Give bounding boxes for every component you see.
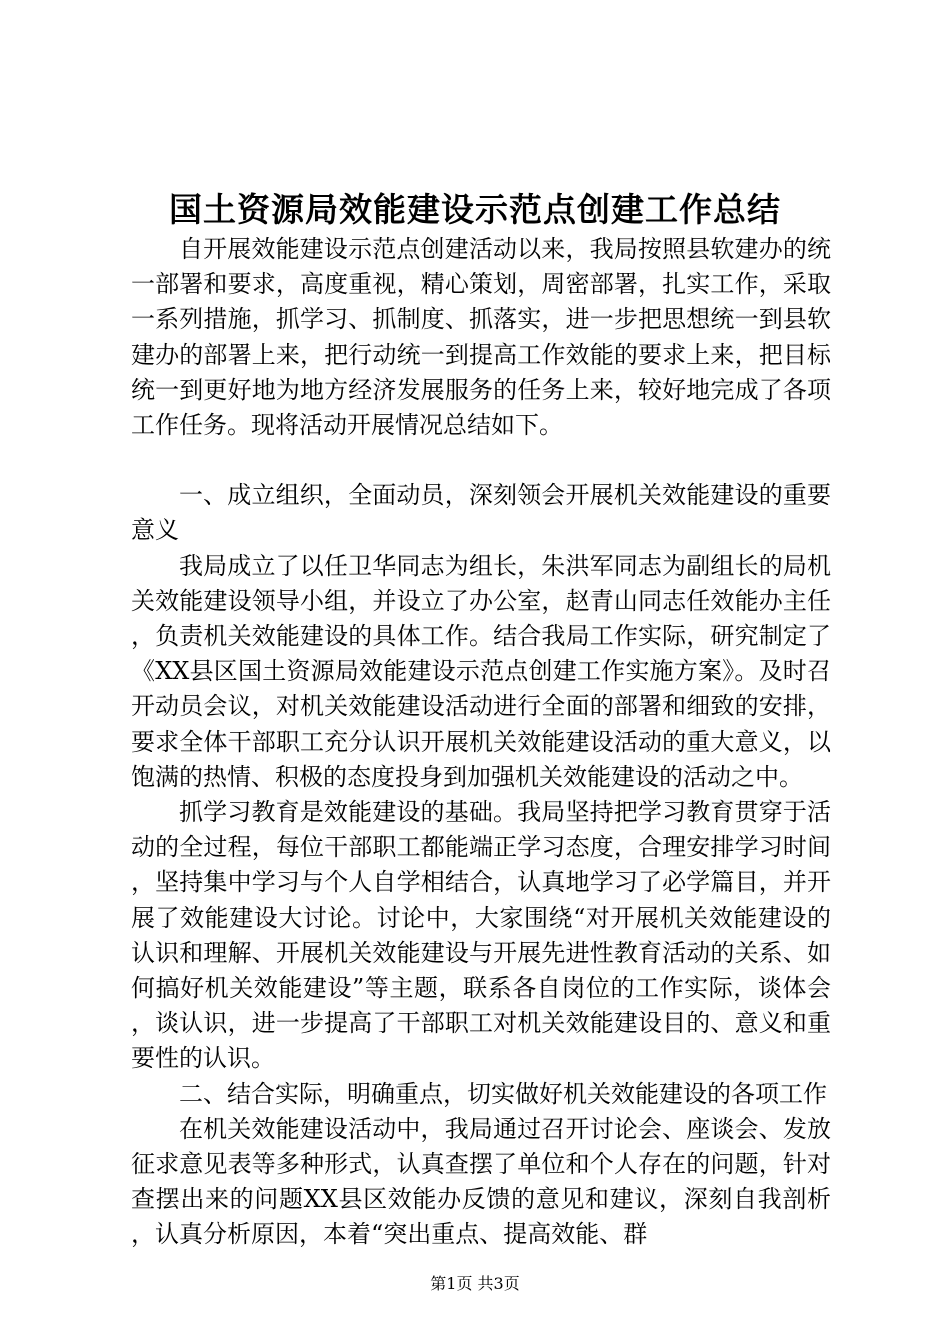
paragraph-organization: 我局成立了以任卫华同志为组长，朱洪军同志为副组长的局机关效能建设领导小组，并设立了办公室，赵青山同志任效能办主任，负责机关效能建设的具体工作。结合我局工作实际，研究制定了《XX县区国土资源局效能建设示范点创建工作实施方案》。及时召开动员会议，对机关效能建设活动进行全面的部署和细致的安排，要求全体干部职工充分认识开展机关效能建设活动的重大意义，以饱满的热情、积极的态度投身到加强机关效能建设的活动之中。: [131, 551, 831, 791]
section-heading-2: 二、结合实际，明确重点，切实做好机关效能建设的各项工作: [179, 1079, 827, 1108]
paragraph-intro: 自开展效能建设示范点创建活动以来，我局按照县软建办的统一部署和要求，高度重视，精心策划，周密部署，扎实工作，采取一系列措施，抓学习、抓制度、抓落实，进一步把思想统一到县软建办的部署上来，把行动统一到提高工作效能的要求上来，把目标统一到更好地为地方经济发展服务的任务上来，较好地完成了各项工作任务。现将活动开展情况总结如下。: [131, 235, 831, 440]
paragraph-practice: 在机关效能建设活动中，我局通过召开讨论会、座谈会、发放征求意见表等多种形式，认真查摆了单位和个人存在的问题，针对查摆出来的问题XX县区效能办反馈的意见和建议，深刻自我剖析，认真分析原因，本着“突出重点、提高效能、群: [131, 1114, 831, 1249]
section-heading-1: 一、成立组织，全面动员，深刻领会开展机关效能建设的重要意义: [131, 481, 831, 545]
paragraph-study: 抓学习教育是效能建设的基础。我局坚持把学习教育贯穿于活动的全过程，每位干部职工都能端正学习态度，合理安排学习时间，坚持集中学习与个人自学相结合，认真地学习了必学篇目，并开展了效能建设大讨论。讨论中，大家围绕“对开展机关效能建设的认识和理解、开展机关效能建设与开展先进性教育活动的关系、如何搞好机关效能建设”等主题，联系各自岗位的工作实际，谈体会，谈认识，进一步提高了干部职工对机关效能建设目的、意义和重要性的认识。: [131, 798, 831, 1073]
document-body: [131, 232, 831, 1253]
page-footer: 第1页 共3页: [430, 1274, 520, 1293]
document-title: 国土资源局效能建设示范点创建工作总结: [169, 190, 781, 229]
